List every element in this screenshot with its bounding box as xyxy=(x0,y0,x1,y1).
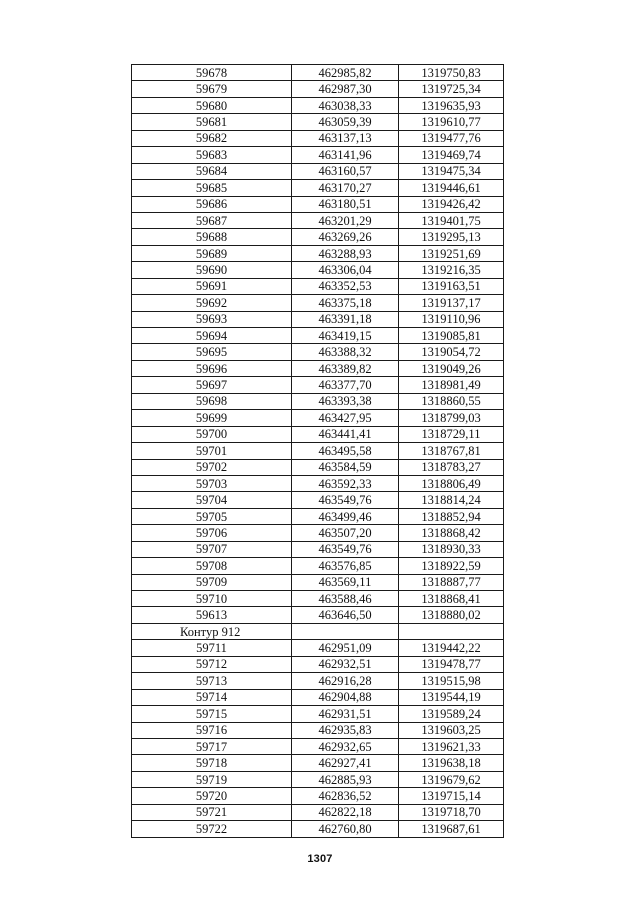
table-row xyxy=(132,344,504,360)
y-coordinate-cell: 1318887,77 xyxy=(399,574,504,590)
y-coordinate-cell: 1318799,03 xyxy=(399,410,504,426)
point-number-cell: 59708 xyxy=(132,558,292,574)
table-row xyxy=(132,377,504,393)
table-row xyxy=(132,262,504,278)
point-number-cell: 59696 xyxy=(132,360,292,376)
y-coordinate-cell: 1319478,77 xyxy=(399,656,504,672)
point-number-cell: 59613 xyxy=(132,607,292,623)
point-number-cell: 59682 xyxy=(132,130,292,146)
table-row xyxy=(132,114,504,130)
point-number-cell: 59707 xyxy=(132,541,292,557)
y-coordinate-cell: 1318981,49 xyxy=(399,377,504,393)
point-number-cell: 59703 xyxy=(132,475,292,491)
x-coordinate-cell: 463549,76 xyxy=(292,541,399,557)
y-coordinate-cell: 1319544,19 xyxy=(399,689,504,705)
table-row xyxy=(132,640,504,656)
y-coordinate-cell: 1319110,96 xyxy=(399,311,504,327)
table-row xyxy=(132,475,504,491)
point-number-cell: 59716 xyxy=(132,722,292,738)
section-header-row xyxy=(132,623,504,639)
table-row xyxy=(132,426,504,442)
y-coordinate-cell: 1318860,55 xyxy=(399,393,504,409)
x-coordinate-cell: 463441,41 xyxy=(292,426,399,442)
point-number-cell: 59679 xyxy=(132,81,292,97)
y-coordinate-cell: 1319621,33 xyxy=(399,738,504,754)
y-coordinate-cell: 1319750,83 xyxy=(399,65,504,81)
table-row xyxy=(132,755,504,771)
table-row xyxy=(132,558,504,574)
table-row xyxy=(132,689,504,705)
y-coordinate-cell: 1319515,98 xyxy=(399,673,504,689)
x-coordinate-cell: 463288,93 xyxy=(292,245,399,261)
table-row xyxy=(132,328,504,344)
y-coordinate-cell: 1319163,51 xyxy=(399,278,504,294)
y-coordinate-cell: 1319475,34 xyxy=(399,163,504,179)
x-coordinate-cell: 463393,38 xyxy=(292,393,399,409)
x-coordinate-cell: 463419,15 xyxy=(292,328,399,344)
y-coordinate-cell: 1319679,62 xyxy=(399,771,504,787)
table-row xyxy=(132,706,504,722)
table-row xyxy=(132,130,504,146)
coordinates-table-body xyxy=(132,65,504,838)
y-coordinate-cell: 1318930,33 xyxy=(399,541,504,557)
point-number-cell: 59686 xyxy=(132,196,292,212)
table-row xyxy=(132,311,504,327)
table-row xyxy=(132,97,504,113)
table-row xyxy=(132,656,504,672)
x-coordinate-cell: 462927,41 xyxy=(292,755,399,771)
point-number-cell: 59701 xyxy=(132,443,292,459)
point-number-cell: 59706 xyxy=(132,525,292,541)
point-number-cell: 59718 xyxy=(132,755,292,771)
page-number: 1307 xyxy=(307,853,333,865)
table-row xyxy=(132,443,504,459)
y-coordinate-cell: 1319718,70 xyxy=(399,804,504,820)
x-coordinate-cell: 463160,57 xyxy=(292,163,399,179)
table-row xyxy=(132,196,504,212)
x-coordinate-cell: 462951,09 xyxy=(292,640,399,656)
point-number-cell: 59681 xyxy=(132,114,292,130)
table-row xyxy=(132,180,504,196)
table-row xyxy=(132,591,504,607)
table-row xyxy=(132,788,504,804)
table-row xyxy=(132,163,504,179)
y-coordinate-cell: 1318729,11 xyxy=(399,426,504,442)
point-number-cell: 59690 xyxy=(132,262,292,278)
x-coordinate-cell: 463427,95 xyxy=(292,410,399,426)
x-coordinate-cell: 462904,88 xyxy=(292,689,399,705)
y-coordinate-cell: 1318852,94 xyxy=(399,508,504,524)
y-coordinate-cell: 1319137,17 xyxy=(399,295,504,311)
x-coordinate-cell: 462916,28 xyxy=(292,673,399,689)
table-row xyxy=(132,295,504,311)
x-coordinate-cell: 462822,18 xyxy=(292,804,399,820)
table-row xyxy=(132,81,504,97)
x-coordinate-cell: 463391,18 xyxy=(292,311,399,327)
point-number-cell: 59691 xyxy=(132,278,292,294)
table-row xyxy=(132,771,504,787)
y-coordinate-cell: 1319049,26 xyxy=(399,360,504,376)
x-coordinate-cell: 462932,65 xyxy=(292,738,399,754)
table-row xyxy=(132,508,504,524)
y-coordinate-cell: 1319589,24 xyxy=(399,706,504,722)
point-number-cell: 59693 xyxy=(132,311,292,327)
point-number-cell: 59719 xyxy=(132,771,292,787)
point-number-cell: 59713 xyxy=(132,673,292,689)
point-number-cell: 59709 xyxy=(132,574,292,590)
x-coordinate-cell: 463059,39 xyxy=(292,114,399,130)
y-coordinate-cell: 1319477,76 xyxy=(399,130,504,146)
point-number-cell: 59685 xyxy=(132,180,292,196)
y-coordinate-cell: 1319603,25 xyxy=(399,722,504,738)
y-coordinate-cell: 1318814,24 xyxy=(399,492,504,508)
y-coordinate-cell: 1319426,42 xyxy=(399,196,504,212)
x-coordinate-cell: 462987,30 xyxy=(292,81,399,97)
point-number-cell: 59711 xyxy=(132,640,292,656)
point-number-cell: 59684 xyxy=(132,163,292,179)
x-coordinate-cell: 463201,29 xyxy=(292,212,399,228)
x-coordinate-cell: 463269,26 xyxy=(292,229,399,245)
table-row xyxy=(132,738,504,754)
y-coordinate-cell: 1319715,14 xyxy=(399,788,504,804)
x-coordinate-cell: 462760,80 xyxy=(292,821,399,837)
x-coordinate-cell: 463495,58 xyxy=(292,443,399,459)
point-number-cell: 59695 xyxy=(132,344,292,360)
x-coordinate-cell: 463306,04 xyxy=(292,262,399,278)
x-coordinate-cell: 463170,27 xyxy=(292,180,399,196)
point-number-cell: 59694 xyxy=(132,328,292,344)
point-number-cell: 59688 xyxy=(132,229,292,245)
x-coordinate-cell: 462836,52 xyxy=(292,788,399,804)
point-number-cell: 59721 xyxy=(132,804,292,820)
point-number-cell: 59722 xyxy=(132,821,292,837)
point-number-cell: 59698 xyxy=(132,393,292,409)
x-coordinate-cell: 463499,46 xyxy=(292,508,399,524)
y-coordinate-cell: 1319725,34 xyxy=(399,81,504,97)
table-row xyxy=(132,804,504,820)
x-coordinate-cell: 463576,85 xyxy=(292,558,399,574)
point-number-cell: 59705 xyxy=(132,508,292,524)
y-coordinate-cell: 1319446,61 xyxy=(399,180,504,196)
point-number-cell: 59680 xyxy=(132,97,292,113)
table-row xyxy=(132,212,504,228)
point-number-cell: 59683 xyxy=(132,147,292,163)
y-coordinate-cell: 1319442,22 xyxy=(399,640,504,656)
table-row xyxy=(132,525,504,541)
y-coordinate-cell: 1318783,27 xyxy=(399,459,504,475)
y-coordinate-cell: 1318868,42 xyxy=(399,525,504,541)
y-coordinate-cell xyxy=(399,623,504,639)
table-row xyxy=(132,245,504,261)
y-coordinate-cell: 1319085,81 xyxy=(399,328,504,344)
table-row xyxy=(132,393,504,409)
x-coordinate-cell: 463592,33 xyxy=(292,475,399,491)
point-number-cell: 59712 xyxy=(132,656,292,672)
y-coordinate-cell: 1318868,41 xyxy=(399,591,504,607)
x-coordinate-cell: 462935,83 xyxy=(292,722,399,738)
table-row xyxy=(132,459,504,475)
point-number-cell: 59699 xyxy=(132,410,292,426)
table-row xyxy=(132,147,504,163)
table-row xyxy=(132,607,504,623)
section-title-cell: Контур 912 xyxy=(132,623,292,639)
point-number-cell: 59710 xyxy=(132,591,292,607)
table-row xyxy=(132,360,504,376)
x-coordinate-cell: 462985,82 xyxy=(292,65,399,81)
x-coordinate-cell: 463507,20 xyxy=(292,525,399,541)
y-coordinate-cell: 1319295,13 xyxy=(399,229,504,245)
y-coordinate-cell: 1319469,74 xyxy=(399,147,504,163)
point-number-cell: 59714 xyxy=(132,689,292,705)
point-number-cell: 59704 xyxy=(132,492,292,508)
x-coordinate-cell: 463377,70 xyxy=(292,377,399,393)
table-row xyxy=(132,65,504,81)
point-number-cell: 59720 xyxy=(132,788,292,804)
x-coordinate-cell: 463646,50 xyxy=(292,607,399,623)
table-row xyxy=(132,278,504,294)
point-number-cell: 59678 xyxy=(132,65,292,81)
y-coordinate-cell: 1318767,81 xyxy=(399,443,504,459)
y-coordinate-cell: 1319610,77 xyxy=(399,114,504,130)
table-row xyxy=(132,492,504,508)
y-coordinate-cell: 1319635,93 xyxy=(399,97,504,113)
y-coordinate-cell: 1319054,72 xyxy=(399,344,504,360)
x-coordinate-cell: 462931,51 xyxy=(292,706,399,722)
point-number-cell: 59700 xyxy=(132,426,292,442)
y-coordinate-cell: 1319638,18 xyxy=(399,755,504,771)
x-coordinate-cell: 463588,46 xyxy=(292,591,399,607)
table-row xyxy=(132,541,504,557)
coordinates-table xyxy=(131,64,504,838)
point-number-cell: 59687 xyxy=(132,212,292,228)
point-number-cell: 59692 xyxy=(132,295,292,311)
y-coordinate-cell: 1319687,61 xyxy=(399,821,504,837)
x-coordinate-cell: 463352,53 xyxy=(292,278,399,294)
table-row xyxy=(132,574,504,590)
x-coordinate-cell: 463038,33 xyxy=(292,97,399,113)
y-coordinate-cell: 1318806,49 xyxy=(399,475,504,491)
table-row xyxy=(132,410,504,426)
x-coordinate-cell: 462932,51 xyxy=(292,656,399,672)
x-coordinate-cell: 463375,18 xyxy=(292,295,399,311)
x-coordinate-cell: 463584,59 xyxy=(292,459,399,475)
x-coordinate-cell: 463388,32 xyxy=(292,344,399,360)
y-coordinate-cell: 1319216,35 xyxy=(399,262,504,278)
x-coordinate-cell: 463137,13 xyxy=(292,130,399,146)
y-coordinate-cell: 1319401,75 xyxy=(399,212,504,228)
x-coordinate-cell: 463141,96 xyxy=(292,147,399,163)
point-number-cell: 59715 xyxy=(132,706,292,722)
x-coordinate-cell: 463180,51 xyxy=(292,196,399,212)
x-coordinate-cell: 463389,82 xyxy=(292,360,399,376)
x-coordinate-cell xyxy=(292,623,399,639)
table-row xyxy=(132,229,504,245)
y-coordinate-cell: 1318880,02 xyxy=(399,607,504,623)
point-number-cell: 59697 xyxy=(132,377,292,393)
y-coordinate-cell: 1319251,69 xyxy=(399,245,504,261)
point-number-cell: 59689 xyxy=(132,245,292,261)
table-row xyxy=(132,673,504,689)
point-number-cell: 59702 xyxy=(132,459,292,475)
x-coordinate-cell: 463549,76 xyxy=(292,492,399,508)
table-row xyxy=(132,821,504,837)
table-row xyxy=(132,722,504,738)
point-number-cell: 59717 xyxy=(132,738,292,754)
x-coordinate-cell: 463569,11 xyxy=(292,574,399,590)
x-coordinate-cell: 462885,93 xyxy=(292,771,399,787)
y-coordinate-cell: 1318922,59 xyxy=(399,558,504,574)
